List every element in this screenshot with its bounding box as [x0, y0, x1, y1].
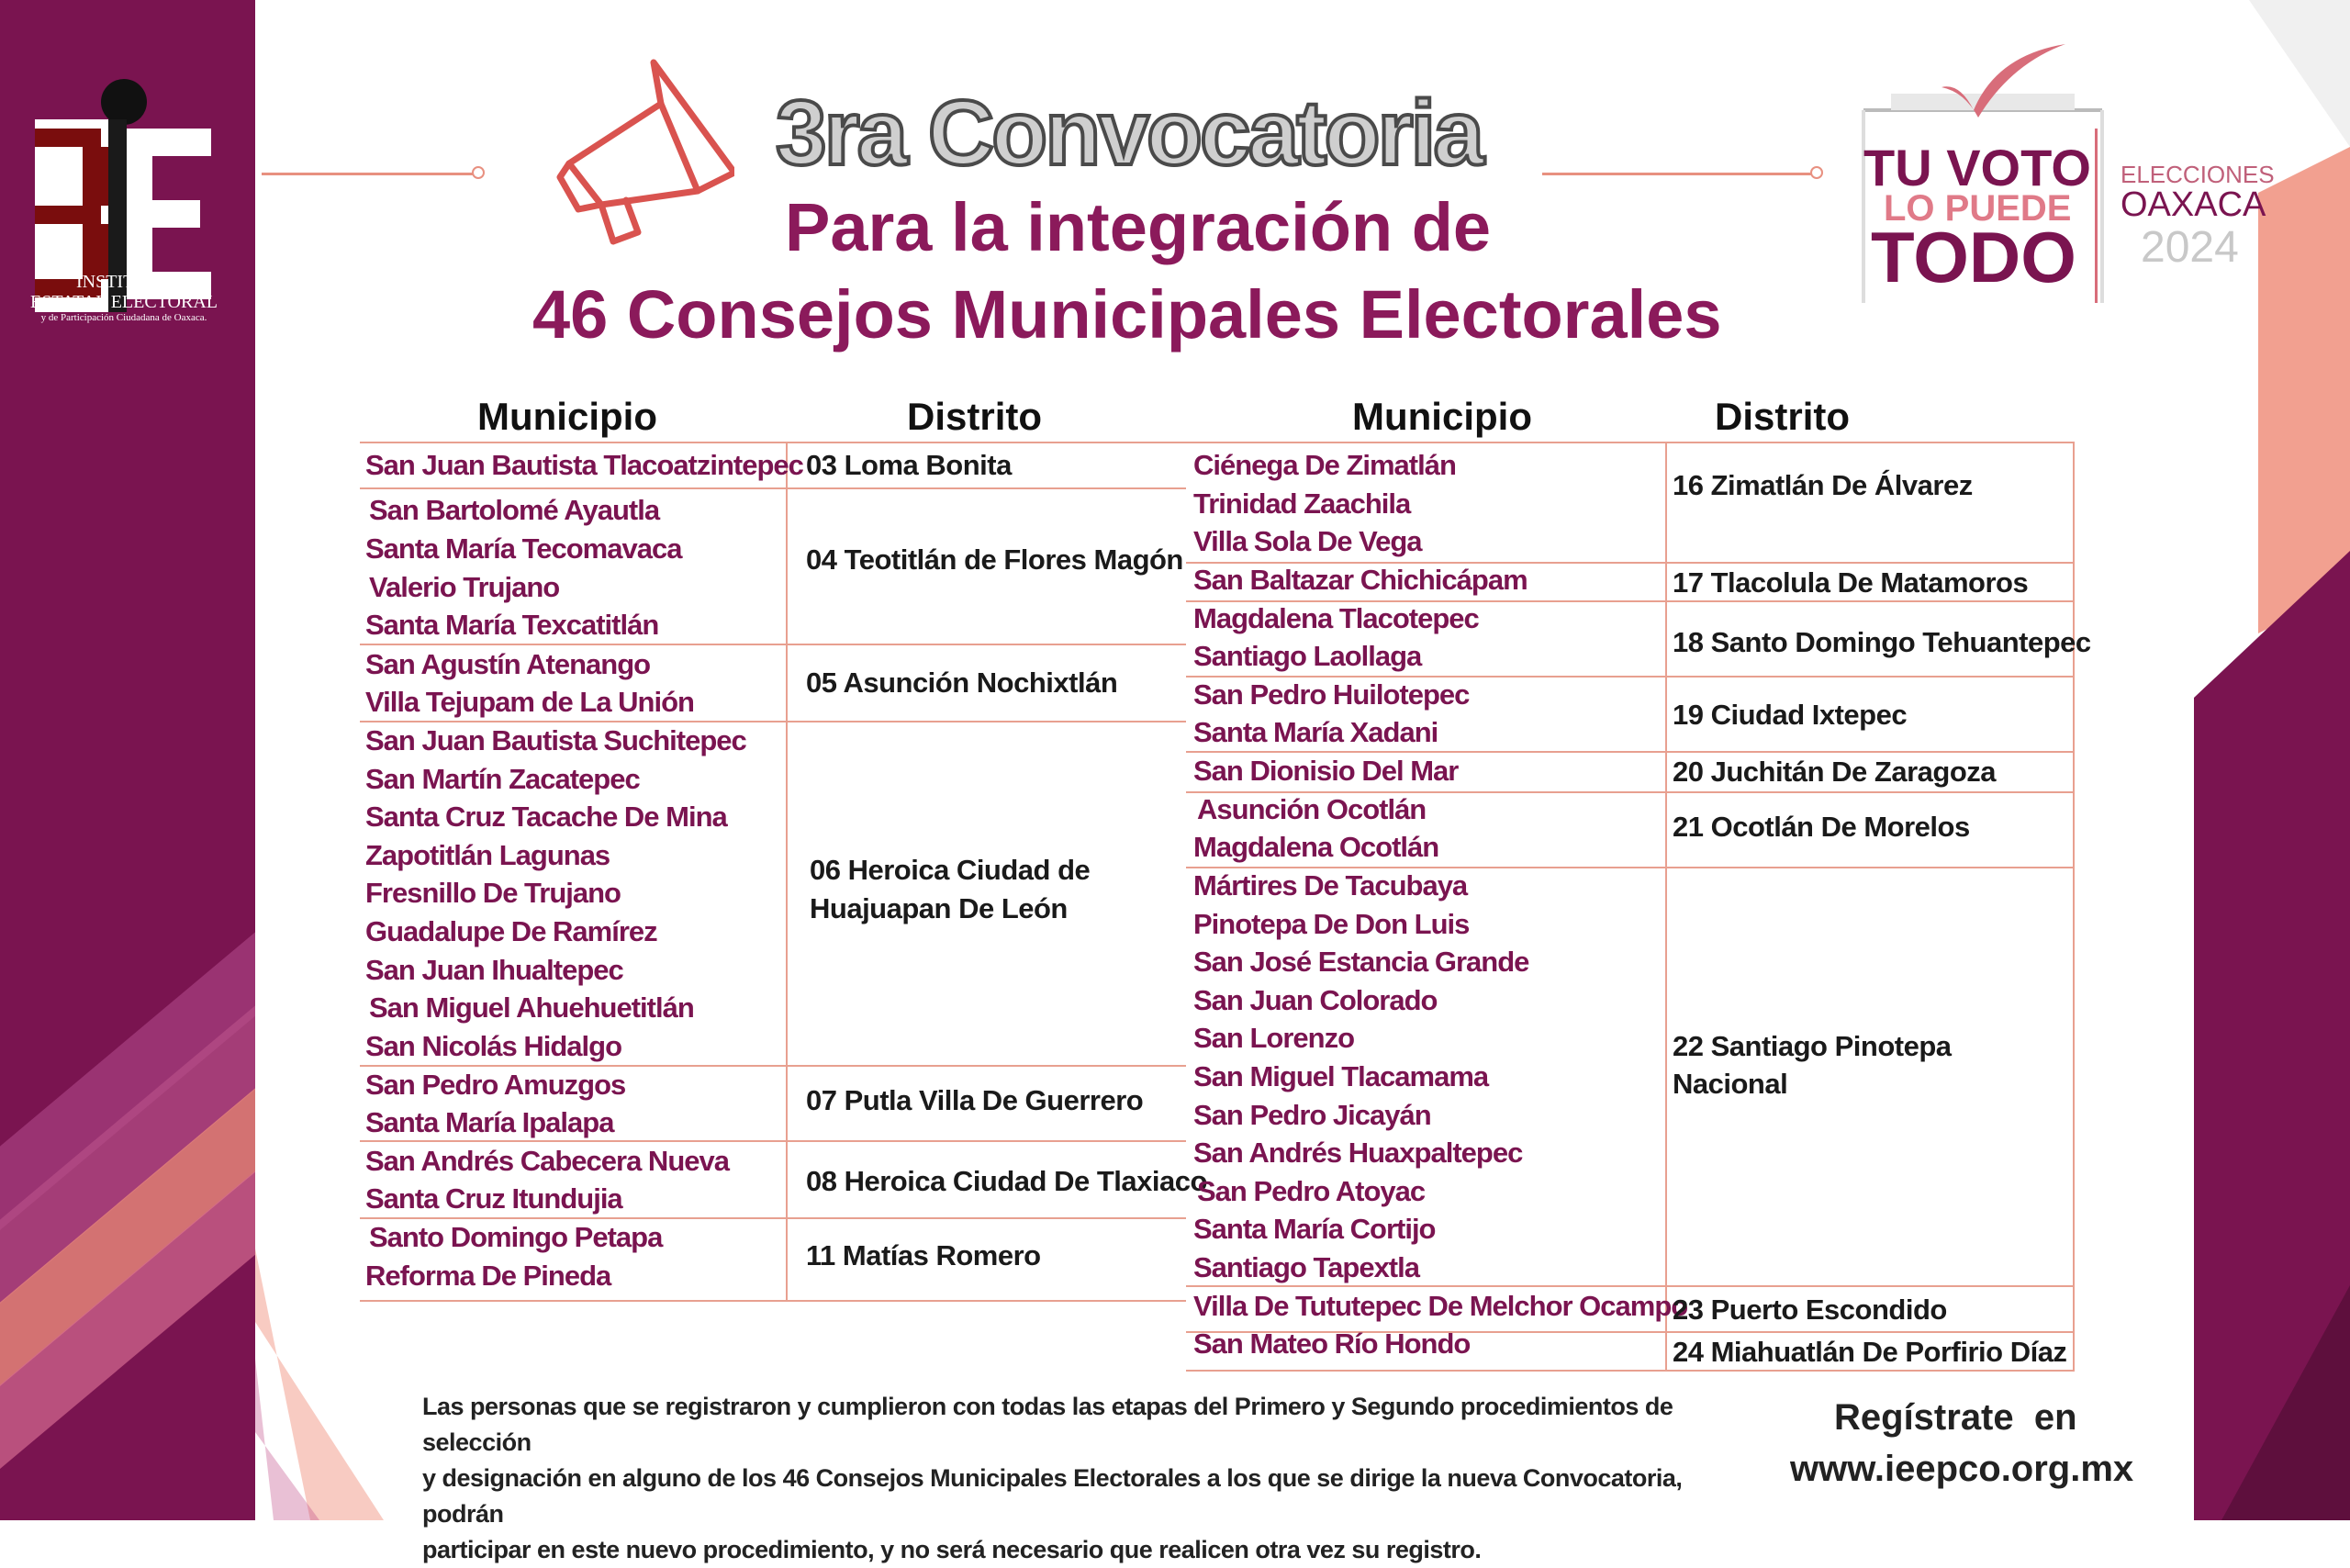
- header-rule-dot-right: [1810, 166, 1823, 179]
- list-item: Trinidad Zaachila: [1193, 487, 1411, 520]
- year-label: 2024: [2141, 223, 2239, 272]
- list-item: Magdalena Tlacotepec: [1193, 602, 1479, 634]
- list-item: San Juan Bautista Tlacoatzintepec: [365, 449, 803, 481]
- list-item: San Nicolás Hidalgo: [365, 1030, 622, 1062]
- list-item: 22 Santiago Pinotepa: [1673, 1030, 1952, 1062]
- grid-line: [360, 644, 1186, 645]
- list-item: Villa De Tututepec De Melchor Ocampo: [1193, 1290, 1688, 1322]
- list-item: Ciénega De Zimatlán: [1193, 449, 1456, 481]
- list-item: San Pedro Amuzgos: [365, 1069, 626, 1101]
- grid-line: [360, 487, 1186, 489]
- list-item: San Martín Zacatepec: [365, 763, 640, 795]
- list-item: 05 Asunción Nochixtlán: [806, 666, 1118, 699]
- list-item: Villa Sola De Vega: [1193, 525, 1422, 557]
- list-item: San Miguel Tlacamama: [1193, 1060, 1489, 1092]
- list-item: 21 Ocotlán De Morelos: [1673, 811, 1970, 843]
- list-item: Villa Tejupam de La Unión: [365, 686, 694, 718]
- page-subtitle-1: Para la integración de: [785, 189, 1492, 265]
- list-item: San Lorenzo: [1193, 1022, 1355, 1054]
- header-municipio-right: Municipio: [1352, 395, 1532, 438]
- list-item: San Dionisio Del Mar: [1193, 755, 1459, 787]
- campaign-line-2: LO PUEDE: [1884, 188, 2072, 229]
- institute-line-3: y de Participación Ciudadana de Oaxaca.: [40, 312, 207, 323]
- state-label: OAXACA: [2121, 185, 2266, 224]
- grid-line: [360, 721, 1186, 722]
- list-item: Guadalupe De Ramírez: [365, 915, 657, 947]
- list-item: Santiago Laollaga: [1193, 640, 1422, 672]
- header-municipio-left: Municipio: [477, 395, 657, 438]
- list-item: San Pedro Huilotepec: [1193, 678, 1470, 711]
- institute-line-2: ESTATAL ELECTORAL: [29, 292, 218, 312]
- list-item: Pinotepa De Don Luis: [1193, 908, 1470, 940]
- list-item: Santo Domingo Petapa: [369, 1221, 663, 1253]
- grid-line: [1665, 442, 1667, 1371]
- list-item: Santa María Tecomavaca: [365, 532, 682, 565]
- list-item: 08 Heroica Ciudad De Tlaxiaco: [806, 1165, 1207, 1197]
- list-item: 11 Matías Romero: [806, 1239, 1041, 1271]
- list-item: Santa Cruz Tacache De Mina: [365, 801, 727, 833]
- campaign-line-1: TU VOTO: [1863, 139, 2091, 196]
- header-distrito-left: Distrito: [907, 395, 1042, 438]
- list-item: Santiago Tapextla: [1193, 1251, 1419, 1283]
- list-item: 19 Ciudad Ixtepec: [1673, 699, 1908, 731]
- grid-line: [1186, 1285, 2075, 1287]
- list-item: San Baltazar Chichicápam: [1193, 564, 1528, 596]
- campaign-logo: [1854, 37, 2286, 303]
- list-item: Reforma De Pineda: [365, 1260, 611, 1292]
- list-item: 18 Santo Domingo Tehuantepec: [1673, 626, 2091, 658]
- grid-line: [1186, 867, 2075, 868]
- list-item: Santa Cruz Itundujia: [365, 1182, 622, 1215]
- page-title: 3ra Convocatoria: [776, 82, 1482, 185]
- list-item: San Juan Ihualtepec: [365, 954, 623, 986]
- footer-line-2: y designación en alguno de los 46 Consejos Municipales Electorales a los que se dirige la nueva Convocatoria, podrán: [422, 1464, 1683, 1528]
- list-item: San Bartolomé Ayautla: [369, 494, 660, 526]
- list-item: 06 Heroica Ciudad de: [810, 854, 1091, 886]
- list-item: Huajuapan De León: [810, 892, 1068, 924]
- grid-line: [1186, 442, 2075, 443]
- list-item: Santa María Cortijo: [1193, 1213, 1436, 1245]
- list-item: Zapotitlán Lagunas: [365, 839, 610, 871]
- list-item: 20 Juchitán De Zaragoza: [1673, 756, 1997, 788]
- list-item: 07 Putla Villa De Guerrero: [806, 1084, 1144, 1116]
- footer-line-1: Las personas que se registraron y cumplieron con todas las etapas del Primero y Segundo procedimientos de selección: [422, 1393, 1673, 1456]
- grid-line: [360, 1217, 1186, 1219]
- list-item: 24 Miahuatlán De Porfirio Díaz: [1673, 1336, 2067, 1368]
- grid-line: [360, 1140, 1186, 1142]
- list-item: Asunción Ocotlán: [1197, 793, 1427, 825]
- grid-line: [1186, 1370, 2075, 1372]
- grid-line: [360, 1300, 1186, 1302]
- header-rule-right: [1542, 173, 1818, 175]
- header-rule-left: [262, 173, 477, 175]
- institute-line-1: INSTITUTO: [75, 272, 173, 292]
- list-item: Nacional: [1673, 1068, 1788, 1100]
- grid-line: [1186, 676, 2075, 678]
- grid-line: [1186, 751, 2075, 753]
- campaign-divider: [2095, 129, 2098, 303]
- page-subtitle-2: 46 Consejos Municipales Electorales: [532, 276, 1722, 353]
- list-item: San Pedro Jicayán: [1193, 1099, 1431, 1131]
- register-label: Regístrate en: [1834, 1397, 2077, 1438]
- header-rule-dot-left: [472, 166, 485, 179]
- list-item: San Mateo Río Hondo: [1193, 1327, 1471, 1360]
- list-item: 17 Tlacolula De Matamoros: [1673, 566, 2029, 599]
- campaign-line-3: TODO: [1871, 217, 2076, 297]
- header-distrito-right: Distrito: [1715, 395, 1850, 438]
- list-item: San Andrés Huaxpaltepec: [1193, 1137, 1523, 1169]
- list-item: 04 Teotitlán de Flores Magón: [806, 543, 1183, 576]
- check-icon: [1932, 37, 2070, 119]
- list-item: Mártires De Tacubaya: [1193, 869, 1468, 902]
- footer-line-3: participar en este nuevo procedimiento, y no será necesario que realicen otra vez su registro.: [422, 1536, 1482, 1563]
- list-item: 23 Puerto Escondido: [1673, 1294, 1947, 1326]
- list-item: 16 Zimatlán De Álvarez: [1673, 469, 1973, 501]
- footer-note: [422, 1389, 1744, 1568]
- list-item: San Andrés Cabecera Nueva: [365, 1145, 729, 1177]
- list-item: San Agustín Atenango: [365, 648, 651, 680]
- list-item: San Miguel Ahuehuetitlán: [369, 991, 694, 1024]
- grid-line: [2073, 442, 2075, 1371]
- list-item: Magdalena Ocotlán: [1193, 831, 1439, 863]
- list-item: San Juan Bautista Suchitepec: [365, 724, 746, 756]
- grid-line: [360, 442, 1186, 443]
- list-item: Santa María Ipalapa: [365, 1106, 614, 1138]
- list-item: Fresnillo De Trujano: [365, 877, 621, 909]
- list-item: Santa María Texcatitlán: [365, 609, 659, 641]
- list-item: Santa María Xadani: [1193, 716, 1438, 748]
- list-item: San José Estancia Grande: [1193, 946, 1529, 978]
- grid-line: [360, 1065, 1186, 1067]
- list-item: Valerio Trujano: [369, 571, 560, 603]
- elections-label: ELECCIONES: [2121, 161, 2275, 188]
- list-item: San Juan Colorado: [1193, 984, 1438, 1016]
- megaphone-icon: [551, 53, 734, 251]
- website-link[interactable]: www.ieepco.org.mx: [1790, 1449, 2134, 1489]
- list-item: 03 Loma Bonita: [806, 449, 1012, 481]
- grid-line: [786, 442, 788, 1302]
- list-item: San Pedro Atoyac: [1197, 1175, 1426, 1207]
